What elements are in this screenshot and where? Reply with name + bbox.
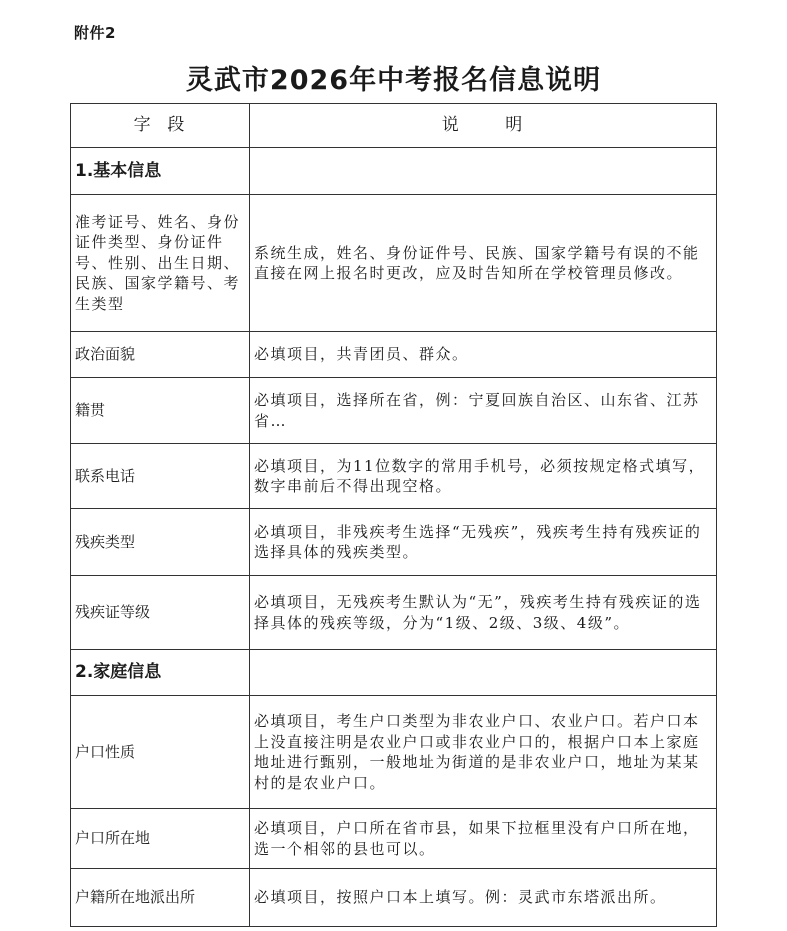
description-cell: 必填项目，为11位数字的常用手机号，必须按规定格式填写，数字串前后不得出现空格。 xyxy=(250,444,717,509)
attachment-label: 附件2 xyxy=(74,24,116,42)
description-cell: 必填项目，按照户口本上填写。例：灵武市东塔派出所。 xyxy=(250,869,717,927)
table-row xyxy=(71,809,717,869)
description-cell: 必填项目，考生户口类型为非农业户口、农业户口。若户口本上没直接注明是农业户口或非农业户口的，根据户口本上家庭地址进行甄别，一般地址为街道的是非农业户口，地址为某某村的是农业户口。 xyxy=(250,696,717,809)
field-cell: 准考证号、姓名、身份证件类型、身份证件号、性别、出生日期、民族、国家学籍号、考生类型 xyxy=(71,195,250,332)
table-row xyxy=(71,696,717,809)
description-cell: 必填项目，非残疾考生选择“无残疾”，残疾考生持有残疾证的选择具体的残疾类型。 xyxy=(250,509,717,576)
description-cell: 必填项目，共青团员、群众。 xyxy=(250,332,717,378)
field-cell: 籍贯 xyxy=(71,378,250,444)
section-heading: 1.基本信息 xyxy=(71,148,250,195)
description-cell: 系统生成，姓名、身份证件号、民族、国家学籍号有误的不能直接在网上报名时更改，应及时告知所在学校管理员修改。 xyxy=(250,195,717,332)
description-cell: 必填项目，选择所在省，例：宁夏回族自治区、山东省、江苏省… xyxy=(250,378,717,444)
table-row xyxy=(71,378,717,444)
table-row xyxy=(71,576,717,650)
table-row xyxy=(71,195,717,332)
field-cell: 户口所在地 xyxy=(71,809,250,869)
table-header-row xyxy=(71,104,717,148)
description-cell: 必填项目，户口所在省市县，如果下拉框里没有户口所在地，选一个相邻的县也可以。 xyxy=(250,809,717,869)
header-description: 说 明 xyxy=(250,104,717,148)
field-cell: 联系电话 xyxy=(71,444,250,509)
field-cell: 户口性质 xyxy=(71,696,250,809)
field-cell: 残疾类型 xyxy=(71,509,250,576)
section-row xyxy=(71,650,717,696)
page-title: 灵武市2026年中考报名信息说明 xyxy=(185,65,602,96)
header-field: 字 段 xyxy=(71,104,250,148)
section-heading: 2.家庭信息 xyxy=(71,650,250,696)
field-cell: 户籍所在地派出所 xyxy=(71,869,250,927)
description-cell: 必填项目，无残疾考生默认为“无”，残疾考生持有残疾证的选择具体的残疾等级，分为“1级、2级、3级、4级”。 xyxy=(250,576,717,650)
field-cell: 政治面貌 xyxy=(71,332,250,378)
section-empty-cell xyxy=(250,148,717,195)
table-row xyxy=(71,332,717,378)
section-row xyxy=(71,148,717,195)
section-empty-cell xyxy=(250,650,717,696)
table-row xyxy=(71,509,717,576)
table-row xyxy=(71,869,717,927)
field-cell: 残疾证等级 xyxy=(71,576,250,650)
info-table xyxy=(70,103,717,927)
table-row xyxy=(71,444,717,509)
